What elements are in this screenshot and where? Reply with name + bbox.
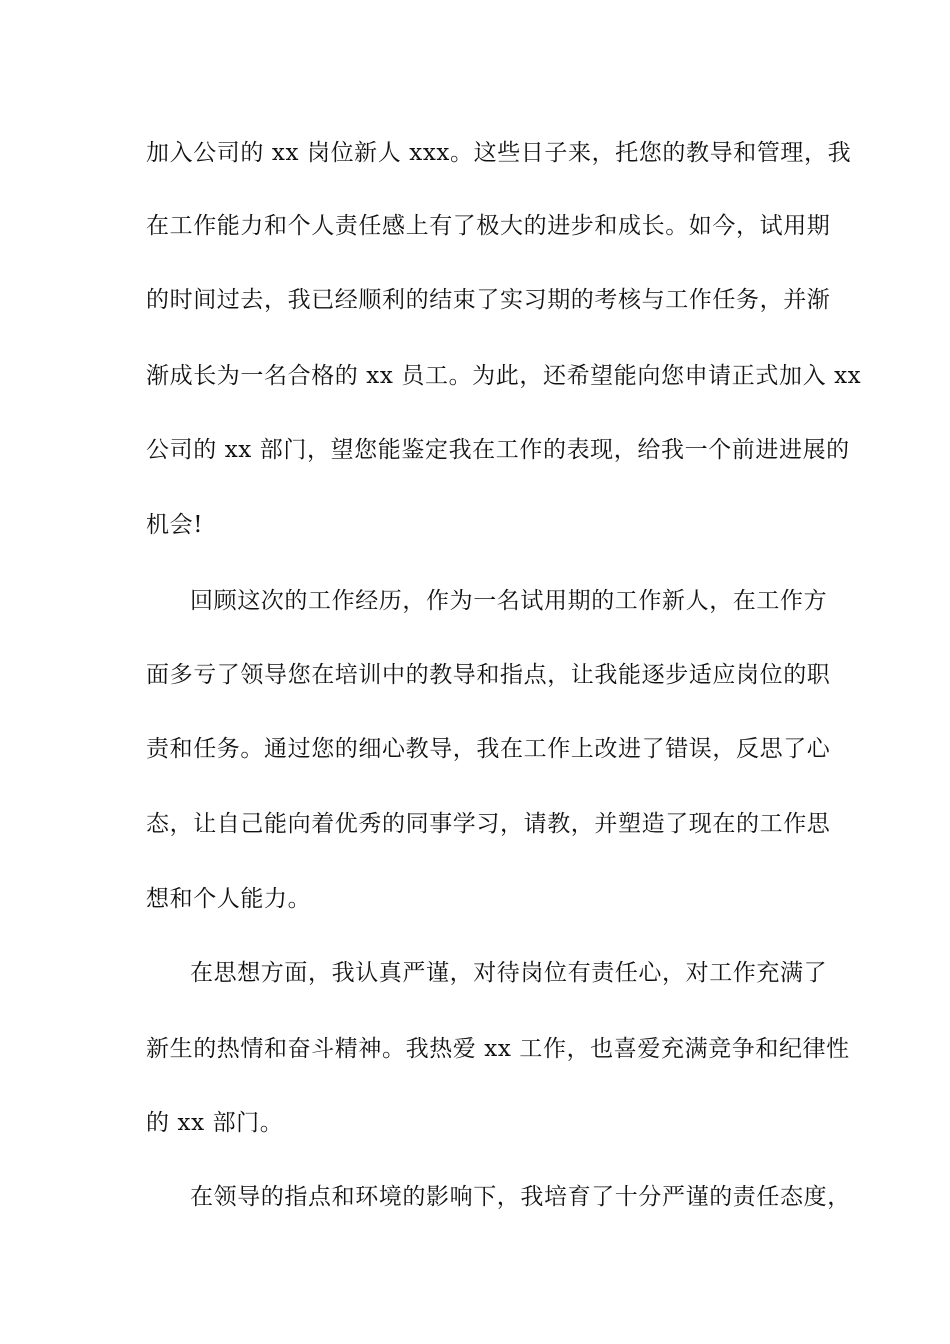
text-line: 的 xx 部门。 xyxy=(146,1110,284,1136)
text-line: 渐成长为一名合格的 xx 员工。为此，还希望能向您申请正式加入 xx xyxy=(146,363,862,389)
paragraph-first-line: 回顾这次的工作经历，作为一名试用期的工作新人，在工作方 xyxy=(190,588,828,614)
text-line: 在工作能力和个人责任感上有了极大的进步和成长。如今，试用期 xyxy=(146,213,831,239)
text-line: 想和个人能力。 xyxy=(146,886,312,912)
paragraph-first-line: 在领导的指点和环境的影响下，我培育了十分严谨的责任态度， xyxy=(190,1184,851,1210)
text-line: 面多亏了领导您在培训中的教导和指点，让我能逐步适应岗位的职 xyxy=(146,662,831,688)
text-line: 态，让自己能向着优秀的同事学习，请教，并塑造了现在的工作思 xyxy=(146,811,831,837)
text-line: 的时间过去，我已经顺利的结束了实习期的考核与工作任务，并渐 xyxy=(146,287,831,313)
paragraph-first-line: 在思想方面，我认真严谨，对待岗位有责任心，对工作充满了 xyxy=(190,960,828,986)
text-line: 机会! xyxy=(146,512,204,538)
text-line: 新生的热情和奋斗精神。我热爱 xx 工作，也喜爱充满竞争和纪律性 xyxy=(146,1036,850,1062)
text-line: 责和任务。通过您的细心教导，我在工作上改进了错误，反思了心 xyxy=(146,736,831,762)
text-line: 公司的 xx 部门，望您能鉴定我在工作的表现，给我一个前进进展的 xyxy=(146,437,850,463)
text-line: 加入公司的 xx 岗位新人 xxx。这些日子来，托您的教导和管理，我 xyxy=(146,140,852,166)
